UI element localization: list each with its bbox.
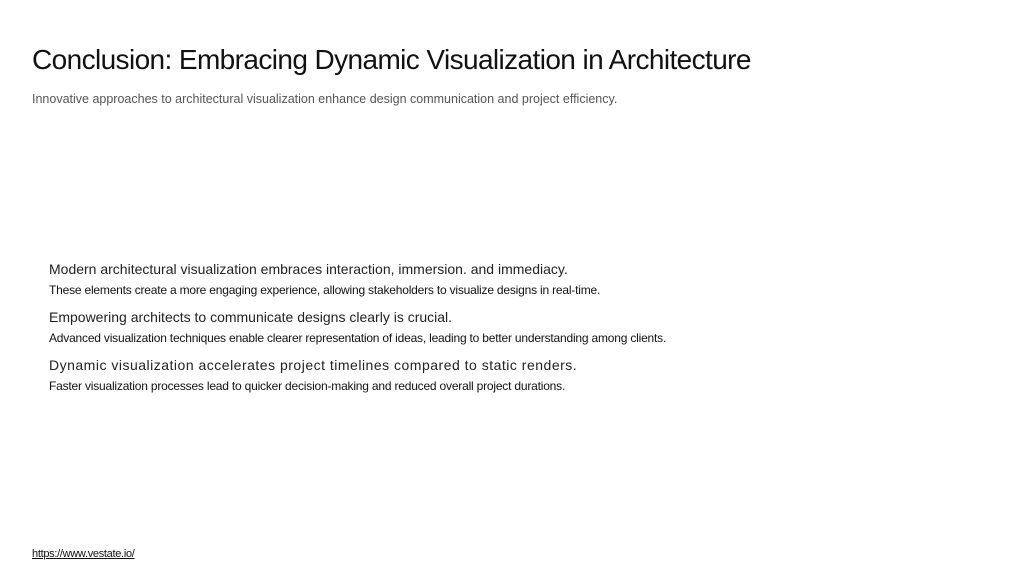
key-point bbox=[49, 261, 989, 297]
key-point bbox=[49, 309, 989, 345]
key-point-heading: Empowering architects to communicate designs clearly is crucial. bbox=[49, 309, 453, 325]
source-link[interactable]: https://www.vestate.io/ bbox=[32, 548, 135, 560]
slide-title: Conclusion: Embracing Dynamic Visualization in Architecture bbox=[32, 44, 751, 75]
key-point-detail: These elements create a more engaging experience, allowing stakeholders to visualize designs in real-time. bbox=[49, 283, 601, 297]
key-point-heading: Dynamic visualization accelerates project timelines compared to static renders. bbox=[49, 357, 578, 373]
key-point bbox=[49, 357, 989, 393]
key-point-detail: Advanced visualization techniques enable clearer representation of ideas, leading to better understanding among clients. bbox=[49, 331, 667, 345]
key-point-heading: Modern architectural visualization embraces interaction, immersion. and immediacy. bbox=[49, 261, 568, 277]
key-point-detail: Faster visualization processes lead to quicker decision-making and reduced overall project durations. bbox=[49, 379, 566, 393]
slide-subtitle: Innovative approaches to architectural visualization enhance design communication and project efficiency. bbox=[32, 92, 618, 106]
key-points-list bbox=[49, 261, 989, 405]
